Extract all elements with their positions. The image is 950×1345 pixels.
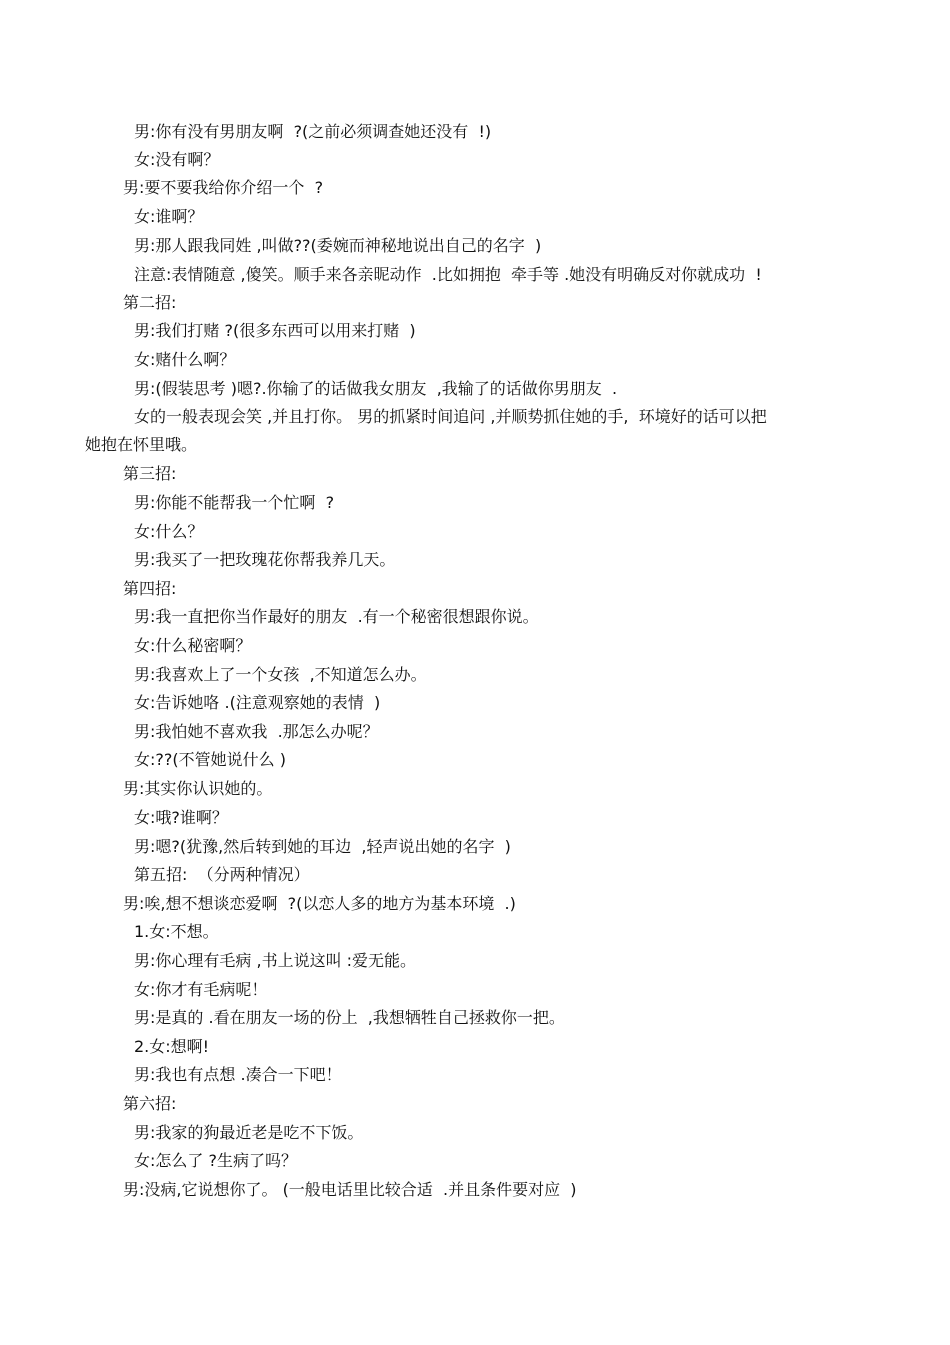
text-line: 女:你才有毛病呢！ [134,980,268,999]
text-line: 女:??(不管她说什么 ) [134,750,286,769]
text-line: 2.女:想啊! [134,1037,210,1056]
text-line: 男:要不要我给你介绍一个 ? [123,178,324,197]
text-line: 男:其实你认识她的。 [123,779,273,798]
text-line: 男:我也有点想 .凑合一下吧！ [134,1065,342,1084]
text-line: 女:没有啊？ [134,150,220,169]
text-line: 男:那人跟我同姓 ,叫做??(委婉而神秘地说出自己的名字 ) [134,236,542,255]
text-line: 男:我们打赌 ?(很多东西可以用来打赌 ) [134,321,416,340]
text-line: 男:唉,想不想谈恋爱啊 ?(以恋人多的地方为基本环境 .) [123,894,516,913]
text-line: 男:是真的 .看在朋友一场的份上 ,我想牺牲自己拯救你一把。 [134,1008,565,1027]
text-line: 男:我一直把你当作最好的朋友 .有一个秘密很想跟你说。 [134,607,539,626]
text-line: 女:赌什么啊？ [134,350,236,369]
text-line: 男:我喜欢上了一个女孩 ,不知道怎么办。 [134,665,427,684]
text-line: 男:你心理有毛病 ,书上说这叫 :爱无能。 [134,951,417,970]
text-line: 女:什么秘密啊？ [134,636,252,655]
text-line: 男:我怕她不喜欢我 .那怎么办呢？ [134,722,379,741]
text-line: 男:你能不能帮我一个忙啊 ? [134,493,335,512]
text-line: 男:(假装思考 )嗯?.你输了的话做我女朋友 ,我输了的话做你男朋友 . [134,379,618,398]
text-line: 女:哦?谁啊？ [134,808,228,827]
text-line: 女:谁啊？ [134,207,204,226]
text-line: 女:告诉她咯 .(注意观察她的表情 ) [134,693,381,712]
text-line: 女:怎么了 ?生病了吗？ [134,1151,297,1170]
text-line: 1.女:不想。 [134,922,219,941]
text-line: 女:什么？ [134,522,204,541]
section-heading: 第四招: [123,579,177,598]
section-heading: 第二招: [123,293,177,312]
text-line: 男:你有没有男朋友啊 ?(之前必须调查她还没有 !) [134,122,492,141]
text-line: 女的一般表现会笑 ,并且打你。 男的抓紧时间追问 ,并顺势抓住她的手, 环境好的话可以把 [134,407,767,426]
section-heading: 第三招: [123,464,177,483]
text-line: 男:我买了一把玫瑰花你帮我养几天。 [134,550,396,569]
section-heading: 第六招: [123,1094,177,1113]
text-line: 男:没病,它说想你了。 (一般电话里比较合适 .并且条件要对应 ) [123,1180,577,1199]
text-line: 她抱在怀里哦。 [85,435,198,454]
text-line: 男:我家的狗最近老是吃不下饭。 [134,1123,364,1142]
section-heading: 第五招: （分两种情况） [134,865,310,884]
text-line: 注意:表情随意 ,傻笑。顺手来各亲昵动作 .比如拥抱 牵手等 .她没有明确反对你就成功 ! [134,265,762,284]
text-line: 男:嗯?(犹豫,然后转到她的耳边 ,轻声说出她的名字 ) [134,837,511,856]
